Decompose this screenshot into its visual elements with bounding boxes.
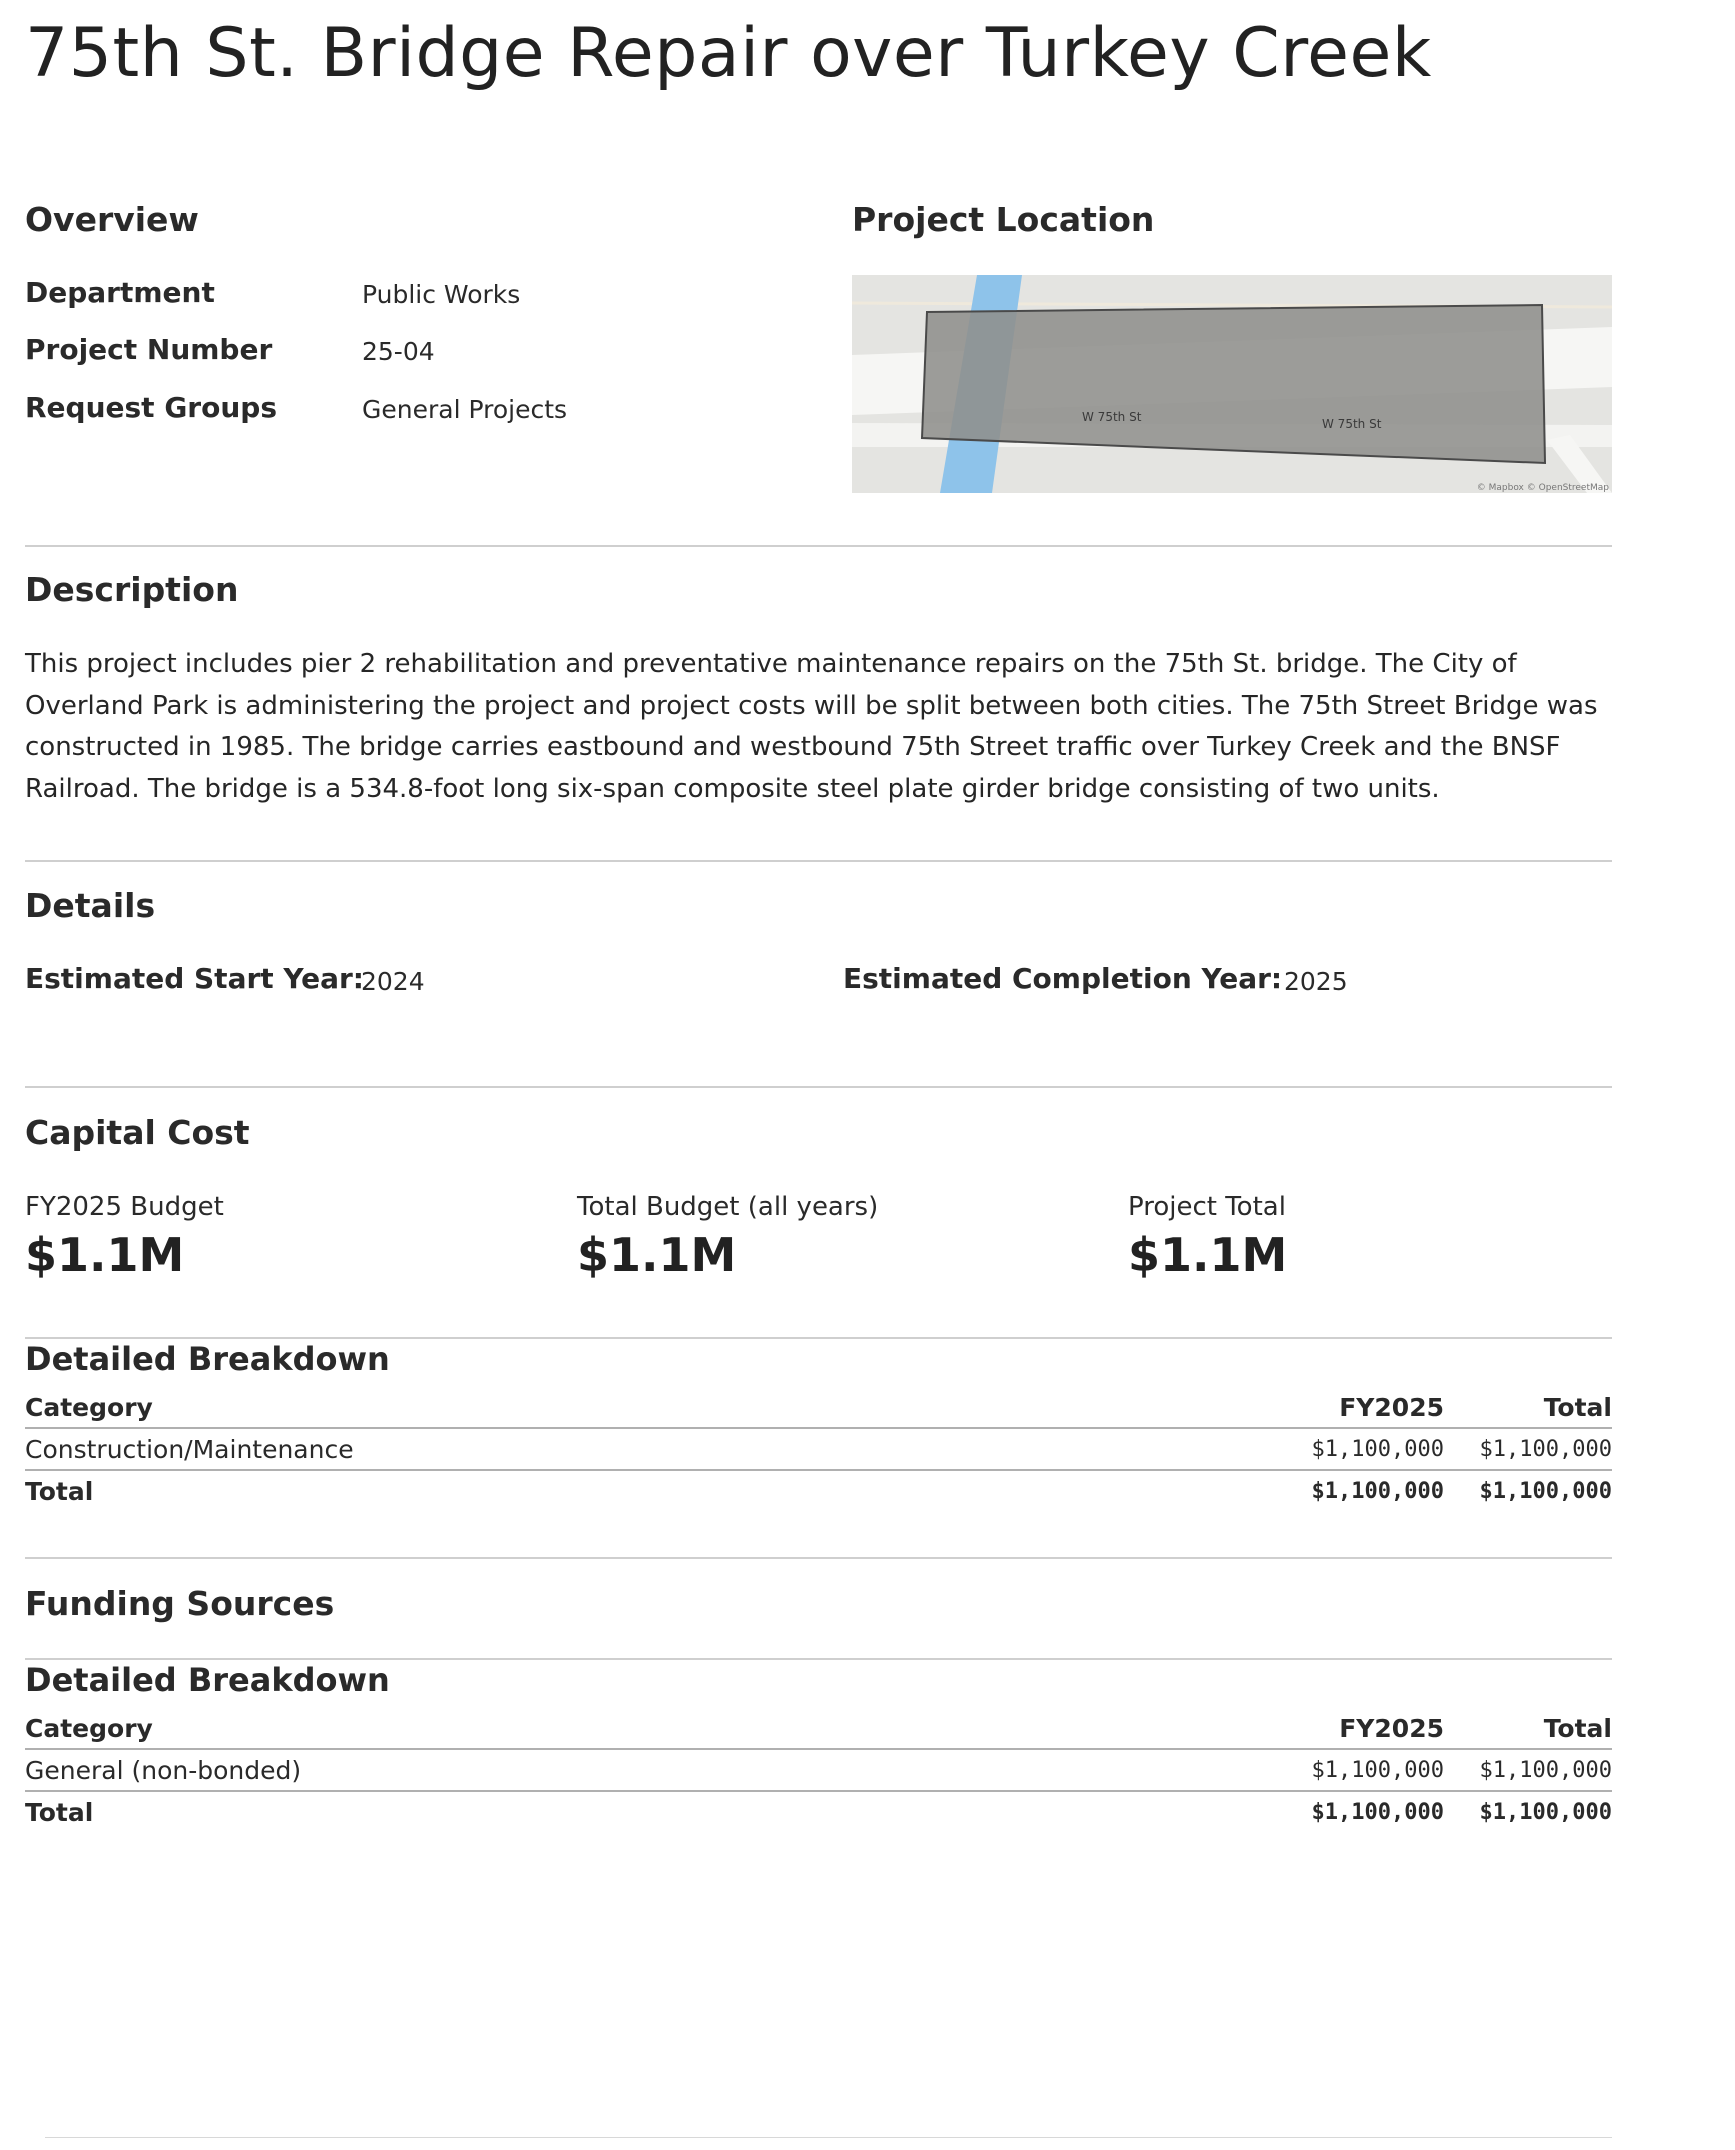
start-year-label: Estimated Start Year: <box>25 962 364 995</box>
table-header-row <box>25 1708 1612 1749</box>
project-location-heading: Project Location <box>852 200 1155 239</box>
table-total-row <box>25 1791 1612 1832</box>
row-fy2025: $1,100,000 <box>1194 1749 1444 1791</box>
row-total: $1,100,000 <box>1444 1428 1612 1470</box>
overview-heading: Overview <box>25 200 199 239</box>
row-category: General (non-bonded) <box>25 1749 1194 1791</box>
details-heading: Details <box>25 886 156 925</box>
map-canvas <box>852 275 1612 493</box>
row-fy2025: $1,100,000 <box>1194 1428 1444 1470</box>
column-header-fy2025: FY2025 <box>1194 1387 1444 1428</box>
divider <box>25 860 1612 862</box>
table-row <box>25 1428 1612 1470</box>
description-text: This project includes pier 2 rehabilitation and preventative maintenance repairs on the 75th St. bridge. The City of Overland Park is administering the project and project costs will be split between both cities. The 75th Street Bridge was constructed in 1985. The bridge carries eastbound and westbound 75th Street traffic over Turkey Creek and the BNSF Railroad. The bridge is a 534.8-foot long six-span composite steel plate girder bridge consisting of two units. <box>25 649 1598 804</box>
divider <box>25 1086 1612 1088</box>
total-row-total: $1,100,000 <box>1479 1799 1612 1825</box>
divider <box>25 545 1612 547</box>
divider <box>25 1658 1612 1660</box>
department-label: Department <box>25 276 215 309</box>
completion-year-value: 2025 <box>1284 967 1348 996</box>
total-row-total: $1,100,000 <box>1479 1478 1612 1504</box>
total-row-fy2025: $1,100,000 <box>1311 1478 1444 1504</box>
department-value: Public Works <box>362 280 521 309</box>
table-header-row <box>25 1387 1612 1428</box>
project-number-value: 25-04 <box>362 337 435 366</box>
project-number-label: Project Number <box>25 333 273 366</box>
completion-year-label: Estimated Completion Year: <box>843 962 1283 995</box>
project-total-label: Project Total <box>1128 1192 1286 1222</box>
funding-sources-heading: Funding Sources <box>25 1584 335 1623</box>
column-header-category: Category <box>25 1387 1194 1428</box>
request-groups-value: General Projects <box>362 395 568 424</box>
capital-cost-heading: Capital Cost <box>25 1113 250 1152</box>
request-groups-label: Request Groups <box>25 391 277 424</box>
column-header-category: Category <box>25 1708 1194 1749</box>
total-row-fy2025: $1,100,000 <box>1311 1799 1444 1825</box>
funding-breakdown-heading: Detailed Breakdown <box>25 1661 390 1699</box>
total-budget-label: Total Budget (all years) <box>577 1192 879 1222</box>
row-category: Construction/Maintenance <box>25 1428 1194 1470</box>
fy-budget-label: FY2025 Budget <box>25 1192 224 1222</box>
column-header-total: Total <box>1444 1708 1612 1749</box>
project-location-map[interactable] <box>852 275 1612 493</box>
map-project-area-polygon[interactable] <box>922 305 1545 463</box>
row-total: $1,100,000 <box>1444 1749 1612 1791</box>
capital-breakdown-heading: Detailed Breakdown <box>25 1340 390 1378</box>
total-row-label: Total <box>25 1476 94 1506</box>
page-title: 75th St. Bridge Repair over Turkey Creek <box>25 14 1432 93</box>
column-header-total: Total <box>1444 1387 1612 1428</box>
start-year-value: 2024 <box>361 967 425 996</box>
map-attribution[interactable]: © Mapbox © OpenStreetMap <box>1476 483 1609 493</box>
footer-divider <box>45 2137 1612 2138</box>
column-header-fy2025: FY2025 <box>1194 1708 1444 1749</box>
map-street-label-2: W 75th St <box>1322 417 1382 431</box>
map-street-label-1: W 75th St <box>1082 410 1142 424</box>
table-row <box>25 1749 1612 1791</box>
total-row-label: Total <box>25 1797 94 1827</box>
fy-budget-value: $1.1M <box>25 1228 185 1282</box>
funding-sources-breakdown-table <box>25 1708 1612 1832</box>
table-total-row <box>25 1470 1612 1511</box>
total-budget-value: $1.1M <box>577 1228 737 1282</box>
project-total-value: $1.1M <box>1128 1228 1288 1282</box>
description-heading: Description <box>25 570 239 609</box>
divider <box>25 1337 1612 1339</box>
divider <box>25 1557 1612 1559</box>
capital-cost-breakdown-table <box>25 1387 1612 1511</box>
